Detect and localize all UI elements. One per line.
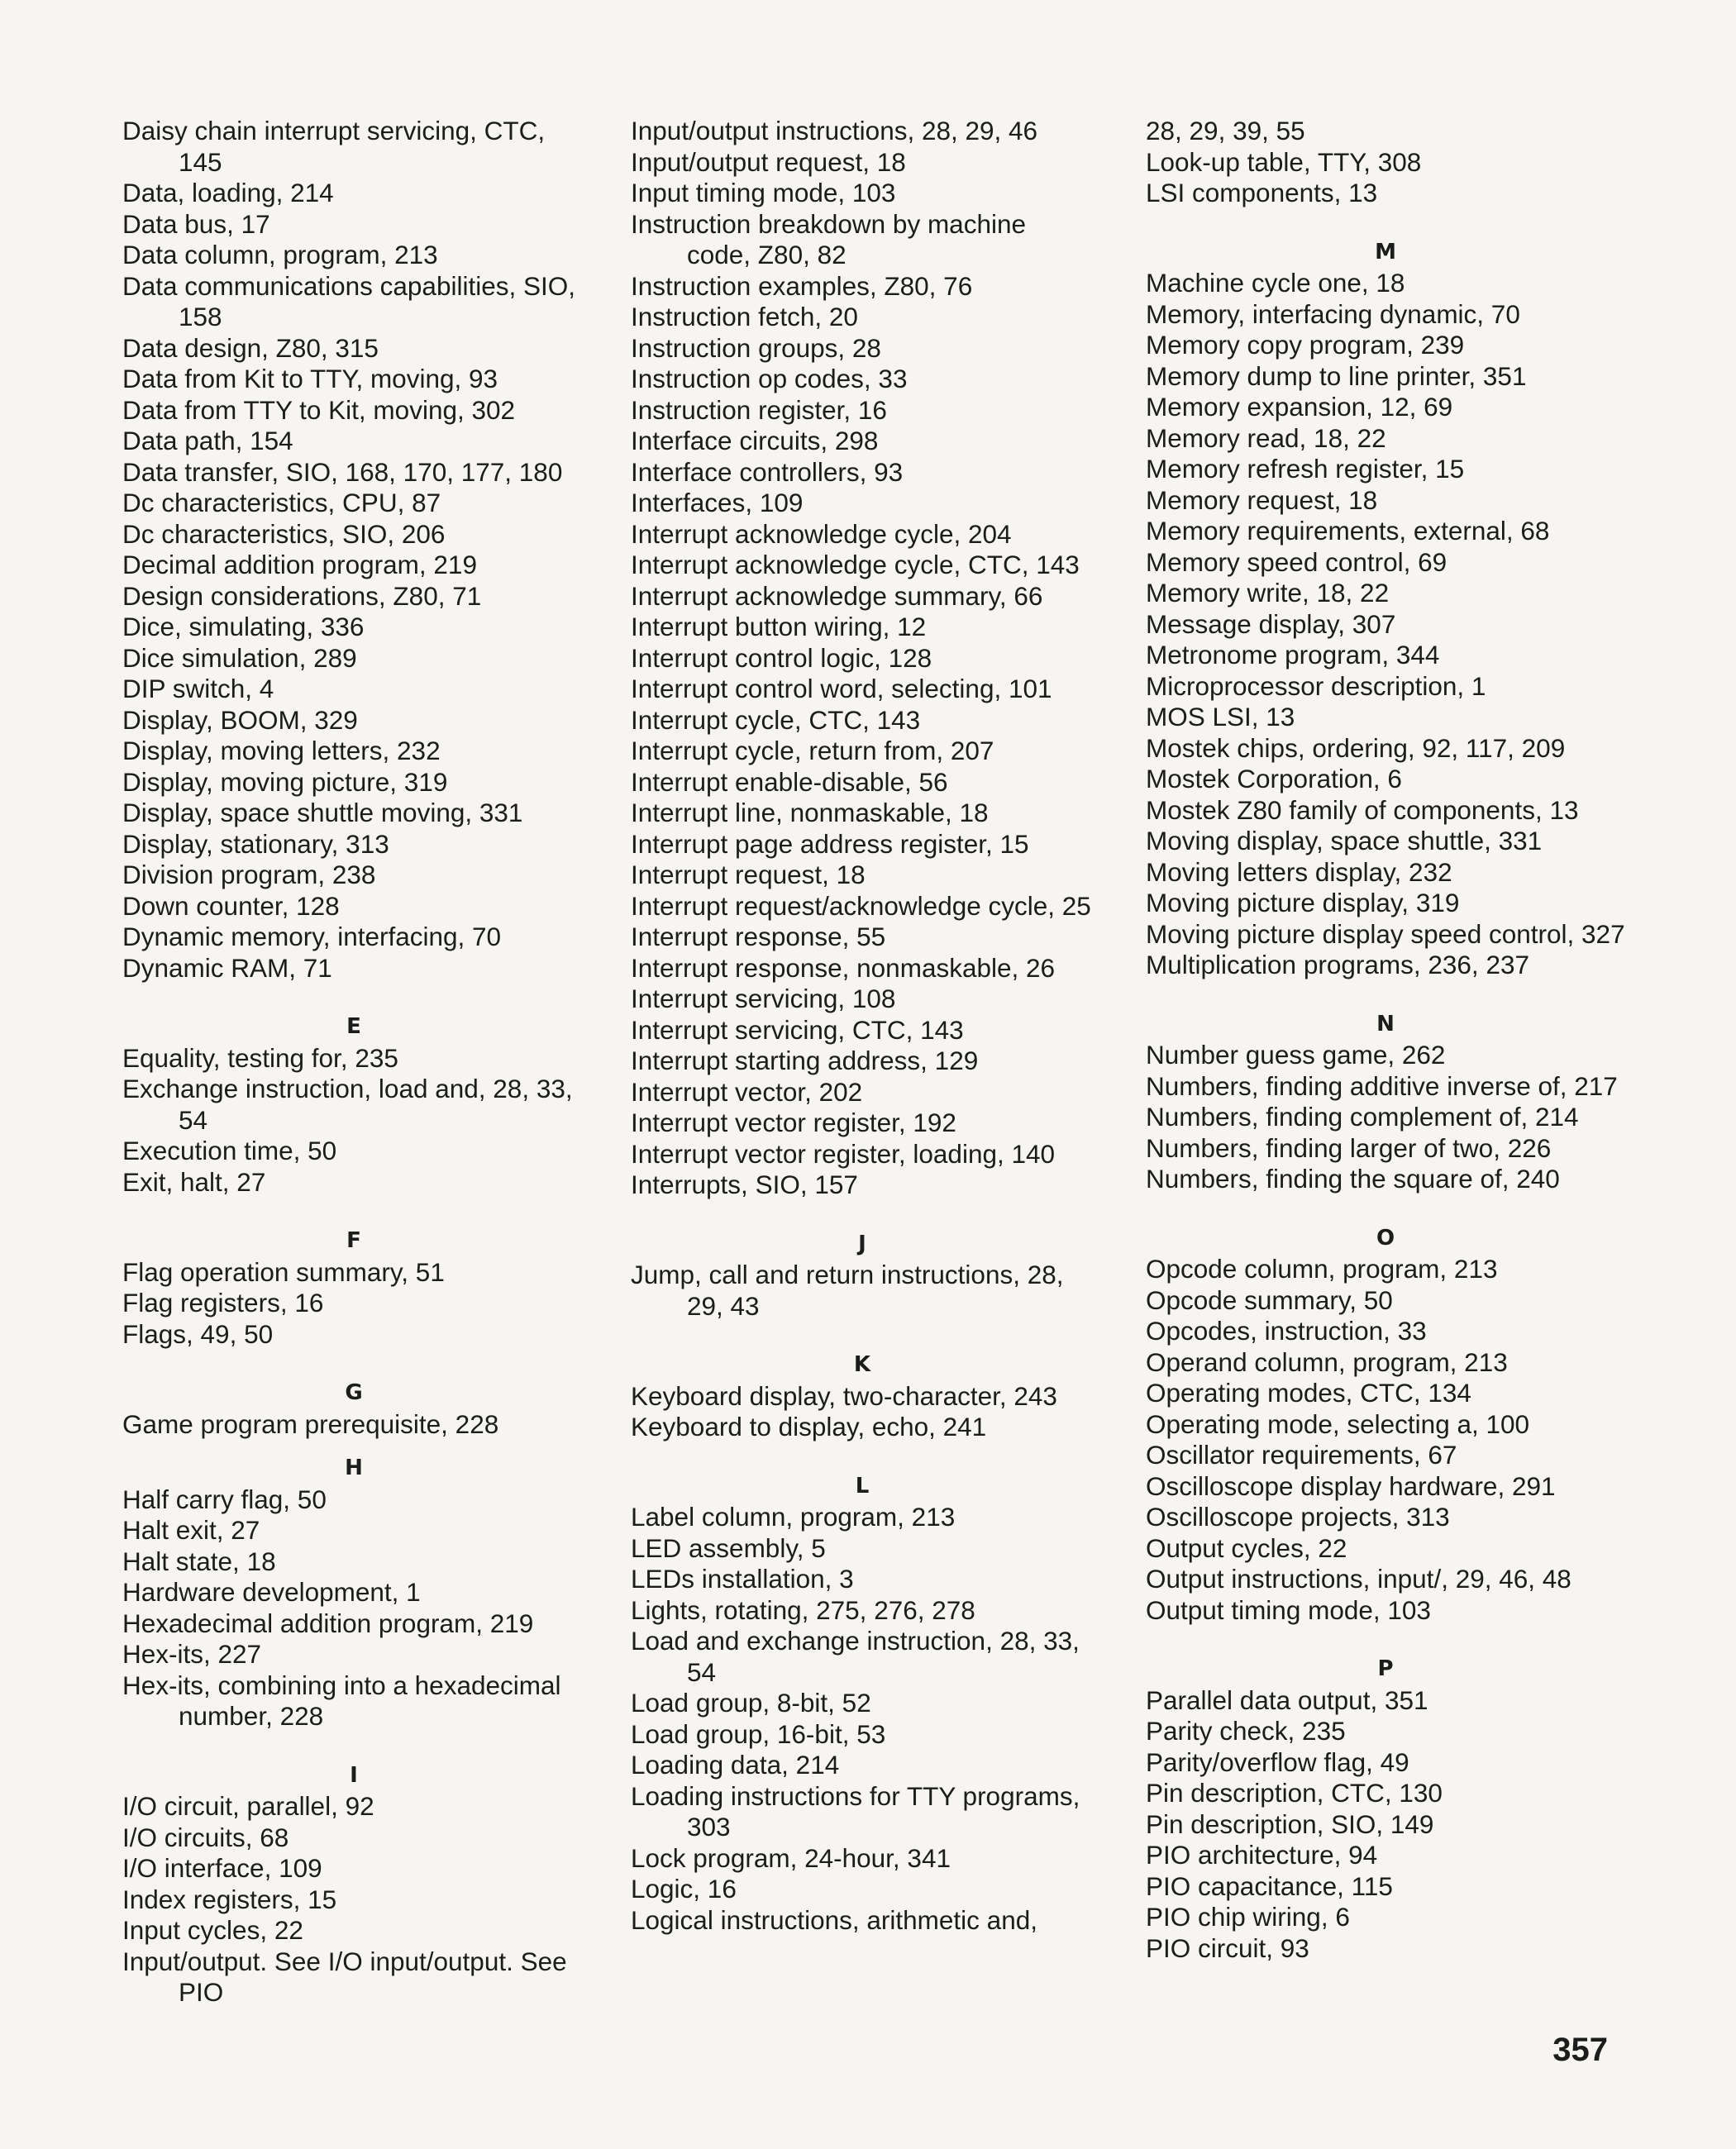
index-entry: Interrupt request/acknowledge cycle, 25: [631, 890, 1091, 921]
index-entry: Data design, Z80, 315: [122, 332, 379, 363]
index-entry: Instruction fetch, 20: [631, 302, 858, 331]
index-entry: Hex-its, combining into a hexadecimal number, 228: [122, 1670, 561, 1731]
index-entry: Interrupt request, 18: [631, 860, 866, 889]
index-entry: Halt exit, 27: [122, 1515, 260, 1545]
index-entry: Input timing mode, 103: [631, 178, 896, 207]
index-entry: Logical instructions, arithmetic and,: [631, 1904, 1037, 1935]
index-entry: Instruction groups, 28: [631, 332, 881, 363]
index-entry: Operand column, program, 213: [1146, 1346, 1508, 1377]
index-entry: Dc characteristics, SIO, 206: [122, 518, 446, 549]
index-entry: Number guess game, 262: [1146, 1040, 1446, 1070]
index-entry: Parity check, 235: [1146, 1716, 1346, 1746]
index-entry: Instruction op codes, 33: [631, 364, 908, 393]
index-entry: Memory copy program, 239: [1146, 330, 1465, 360]
index-entry: Machine cycle one, 18: [1146, 268, 1405, 298]
index-entry: Microprocessor description, 1: [1146, 670, 1486, 701]
index-entry: Dice simulation, 289: [122, 642, 357, 673]
index-entry: Data bus, 17: [122, 208, 270, 239]
index-entry: Jump, call and return instructions, 28, 29, 43: [631, 1260, 1064, 1321]
index-entry: Instruction breakdown by machine code, Z80, 82: [631, 208, 1027, 269]
index-entry: PIO capacitance, 115: [1146, 1870, 1393, 1901]
index-entry: Moving picture display, 319: [1146, 888, 1460, 917]
index-entry: 28, 29, 39, 55: [1146, 116, 1305, 145]
index-entry: Interrupt vector register, loading, 140: [631, 1138, 1056, 1169]
index-entry: Parity/overflow flag, 49: [1146, 1746, 1409, 1777]
index-entry: Numbers, finding additive inverse of, 217: [1146, 1070, 1618, 1101]
index-entry: I/O circuits, 68: [122, 1822, 289, 1852]
index-entry: Pin description, CTC, 130: [1146, 1778, 1443, 1808]
index-entry: Logic, 16: [631, 1874, 737, 1904]
index-entry: DIP switch, 4: [122, 674, 274, 703]
index-entry: Message display, 307: [1146, 608, 1396, 639]
section-letter: N: [1376, 1011, 1395, 1036]
index-entry: Display, stationary, 313: [122, 828, 389, 859]
index-entry: Hex-its, 227: [122, 1639, 262, 1669]
index-entry: Data column, program, 213: [122, 240, 438, 269]
index-entry: Flag operation summary, 51: [122, 1256, 445, 1287]
index-entry: Keyboard to display, echo, 241: [631, 1412, 987, 1441]
index-entry: Load group, 8-bit, 52: [631, 1688, 871, 1718]
index-column-1: [122, 116, 585, 2008]
index-entry: Display, moving letters, 232: [122, 736, 441, 765]
index-entry: Input/output. See I/O input/output. See PIO: [122, 1946, 567, 2007]
index-entry: Interrupt servicing, CTC, 143: [631, 1014, 964, 1045]
index-entry: Exchange instruction, load and, 28, 33, 54: [122, 1074, 573, 1135]
index-entry: Look-up table, TTY, 308: [1146, 146, 1422, 177]
section-letter: K: [853, 1352, 871, 1377]
index-entry: Data path, 154: [122, 426, 293, 455]
index-entry: Display, BOOM, 329: [122, 704, 358, 735]
index-entry: Multiplication programs, 236, 237: [1146, 950, 1529, 979]
index-entry: Display, moving picture, 319: [122, 766, 448, 797]
index-entry: Metronome program, 344: [1146, 640, 1440, 669]
index-entry: Hardware development, 1: [122, 1577, 421, 1607]
index-column-2: [631, 116, 1094, 1936]
section-letter: L: [855, 1473, 870, 1499]
index-entry: Down counter, 128: [122, 890, 340, 921]
index-entry: I/O circuit, parallel, 92: [122, 1791, 374, 1821]
index-entry: LSI components, 13: [1146, 178, 1378, 207]
index-entry: Interrupt vector, 202: [631, 1076, 863, 1107]
index-entry: Data from TTY to Kit, moving, 302: [122, 394, 516, 425]
section-letter: P: [1377, 1656, 1394, 1681]
index-entry: Oscillator requirements, 67: [1146, 1440, 1457, 1470]
index-entry: Dice, simulating, 336: [122, 612, 365, 641]
index-entry: Memory expansion, 12, 69: [1146, 392, 1453, 422]
index-entry: Dynamic RAM, 71: [122, 952, 332, 983]
index-entry: Pin description, SIO, 149: [1146, 1808, 1434, 1839]
index-entry: Half carry flag, 50: [122, 1484, 327, 1514]
index-entry: Memory speed control, 69: [1146, 546, 1447, 577]
index-entry: Memory refresh register, 15: [1146, 454, 1465, 484]
section-letter: F: [346, 1228, 361, 1253]
index-entry: Oscilloscope display hardware, 291: [1146, 1470, 1556, 1501]
index-entry: Load and exchange instruction, 28, 33, 54: [631, 1626, 1080, 1687]
index-entry: Memory read, 18, 22: [1146, 422, 1386, 453]
index-entry: Numbers, finding larger of two, 226: [1146, 1132, 1552, 1163]
index-entry: Lock program, 24-hour, 341: [631, 1842, 951, 1873]
index-entry: Memory requirements, external, 68: [1146, 516, 1550, 546]
index-entry: Mostek Z80 family of components, 13: [1146, 794, 1579, 825]
index-entry: Interrupt acknowledge cycle, CTC, 143: [631, 550, 1080, 579]
index-entry: Hexadecimal addition program, 219: [122, 1608, 534, 1638]
index-entry: Interrupt response, 55: [631, 922, 886, 951]
index-entry: Output instructions, input/, 29, 46, 48: [1146, 1564, 1571, 1594]
index-entry: Interfaces, 109: [631, 488, 804, 517]
index-entry: Load group, 16-bit, 53: [631, 1718, 886, 1749]
index-entry: Instruction examples, Z80, 76: [631, 270, 973, 301]
index-entry: Interrupt button wiring, 12: [631, 612, 927, 641]
index-entry: I/O interface, 109: [122, 1853, 322, 1883]
section-letter: M: [1375, 239, 1396, 264]
index-entry: Division program, 238: [122, 860, 376, 889]
index-entry: Opcodes, instruction, 33: [1146, 1316, 1427, 1346]
index-entry: Display, space shuttle moving, 331: [122, 798, 523, 827]
index-entry: Keyboard display, two-character, 243: [631, 1380, 1057, 1411]
index-entry: Moving picture display speed control, 327: [1146, 918, 1625, 949]
index-entry: Interrupt starting address, 129: [631, 1046, 979, 1075]
index-entry: Exit, halt, 27: [122, 1166, 266, 1197]
index-entry: Mostek chips, ordering, 92, 117, 209: [1146, 732, 1566, 763]
index-entry: Decimal addition program, 219: [122, 550, 477, 579]
index-entry: Execution time, 50: [122, 1136, 337, 1165]
index-entry: Memory write, 18, 22: [1146, 578, 1390, 608]
index-entry: Parallel data output, 351: [1146, 1684, 1428, 1715]
index-entry: Flags, 49, 50: [122, 1318, 274, 1349]
section-letter: J: [858, 1231, 866, 1256]
index-entry: Loading data, 214: [631, 1750, 840, 1780]
index-entry: Input cycles, 22: [122, 1915, 303, 1945]
index-entry: Output cycles, 22: [1146, 1532, 1347, 1563]
index-entry: Loading instructions for TTY programs, 303: [631, 1780, 1080, 1842]
index-entry: Opcode summary, 50: [1146, 1284, 1393, 1315]
index-entry: PIO chip wiring, 6: [1146, 1902, 1350, 1932]
index-entry: Interrupts, SIO, 157: [631, 1170, 858, 1199]
index-entry: Oscilloscope projects, 313: [1146, 1502, 1450, 1532]
index-entry: Data from Kit to TTY, moving, 93: [122, 364, 498, 393]
index-entry: Input/output instructions, 28, 29, 46: [631, 116, 1038, 145]
index-entry: PIO circuit, 93: [1146, 1932, 1309, 1963]
index-entry: Interface controllers, 93: [631, 456, 904, 487]
index-entry: Index registers, 15: [122, 1884, 337, 1914]
index-entry: Opcode column, program, 213: [1146, 1254, 1498, 1284]
index-entry: Design considerations, Z80, 71: [122, 580, 482, 611]
index-entry: Halt state, 18: [122, 1546, 276, 1576]
index-entry: Memory, interfacing dynamic, 70: [1146, 298, 1520, 329]
index-entry: Interrupt control logic, 128: [631, 642, 932, 673]
index-entry: Instruction register, 16: [631, 394, 887, 425]
index-entry: Interface circuits, 298: [631, 426, 879, 455]
index-entry: Interrupt acknowledge summary, 66: [631, 580, 1043, 611]
section-letter: G: [345, 1380, 363, 1405]
index-entry: Numbers, finding the square of, 240: [1146, 1164, 1560, 1194]
index-entry: Interrupt cycle, CTC, 143: [631, 704, 921, 735]
index-entry: Flag registers, 16: [122, 1288, 324, 1318]
index-entry: LEDs installation, 3: [631, 1564, 854, 1594]
index-entry: Interrupt line, nonmaskable, 18: [631, 798, 989, 827]
index-entry: Input/output request, 18: [631, 146, 906, 177]
section-letter: E: [346, 1014, 361, 1039]
section-letter: I: [350, 1762, 358, 1788]
section-letter: O: [1376, 1225, 1395, 1251]
index-entry: Moving letters display, 232: [1146, 856, 1452, 887]
index-entry: Interrupt page address register, 15: [631, 828, 1029, 859]
index-entry: Game program prerequisite, 228: [122, 1408, 499, 1439]
index-entry: Data, loading, 214: [122, 178, 334, 207]
index-entry: Daisy chain interrupt servicing, CTC, 145: [122, 116, 546, 177]
index-entry: Dc characteristics, CPU, 87: [122, 488, 441, 517]
index-entry: Interrupt vector register, 192: [631, 1108, 956, 1137]
index-entry: Interrupt response, nonmaskable, 26: [631, 952, 1056, 983]
index-entry: Memory dump to line printer, 351: [1146, 360, 1527, 391]
index-entry: Interrupt cycle, return from, 207: [631, 736, 994, 765]
index-entry: Mostek Corporation, 6: [1146, 764, 1402, 793]
section-letter: H: [345, 1456, 363, 1480]
index-entry: Operating mode, selecting a, 100: [1146, 1408, 1530, 1439]
index-entry: Interrupt control word, selecting, 101: [631, 674, 1052, 703]
index-entry: Dynamic memory, interfacing, 70: [122, 922, 502, 951]
index-entry: Output timing mode, 103: [1146, 1594, 1431, 1625]
index-entry: Memory request, 18: [1146, 484, 1378, 515]
index-entry: Moving display, space shuttle, 331: [1146, 826, 1543, 855]
index-entry: PIO architecture, 94: [1146, 1840, 1378, 1870]
index-entry: Interrupt servicing, 108: [631, 984, 896, 1013]
index-entry: Label column, program, 213: [631, 1502, 956, 1532]
index-entry: MOS LSI, 13: [1146, 702, 1295, 731]
index-column-3: [1146, 116, 1625, 1964]
page-number: 357: [1552, 2032, 1608, 2068]
index-entry: Operating modes, CTC, 134: [1146, 1378, 1471, 1408]
index-entry: Interrupt acknowledge cycle, 204: [631, 518, 1012, 549]
index-entry: LED assembly, 5: [631, 1532, 826, 1563]
index-entry: Equality, testing for, 235: [122, 1042, 398, 1073]
index-entry: Interrupt enable-disable, 56: [631, 766, 948, 797]
index-entry: Lights, rotating, 275, 276, 278: [631, 1594, 975, 1625]
index-entry: Data transfer, SIO, 168, 170, 177, 180: [122, 456, 563, 487]
index-entry: Data communications capabilities, SIO, 158: [122, 270, 575, 331]
index-entry: Numbers, finding complement of, 214: [1146, 1102, 1579, 1132]
